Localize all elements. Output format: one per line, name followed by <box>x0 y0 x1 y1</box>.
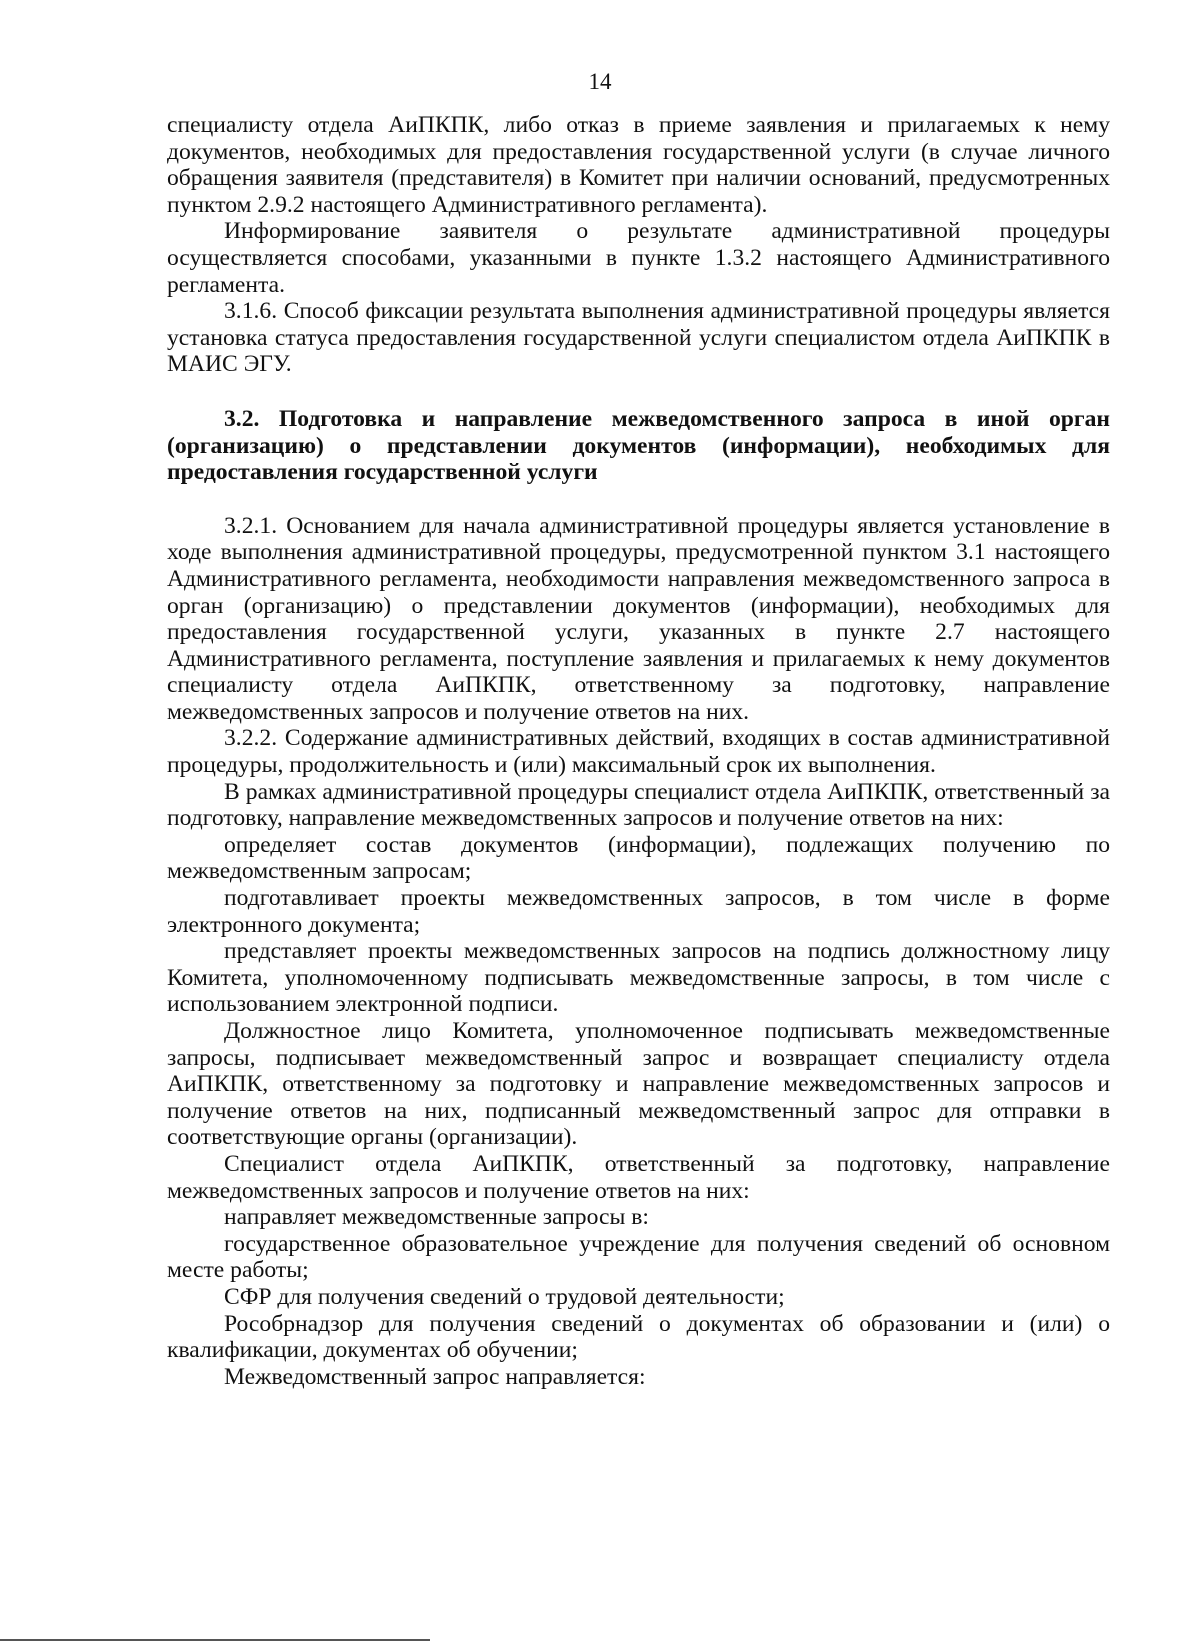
paragraph-request-sent: Межведомственный запрос направляется: <box>224 1363 646 1390</box>
paragraph-prepares: подготавливает проекты межведомственных запросов, в том числе в форме электронного документа; <box>167 885 1110 938</box>
paragraph-3-2-1: 3.2.1. Основанием для начала административной процедуры является установление в ходе выполнения административной процедуры, предусмотренной пунктом 3.1 настоящего Административного регламента, необходимости направления межведомственного запроса в орган (организацию) о представлении документов (информации), необходимых для предоставления государственной услуги, указанных в пункте 2.7 настоящего Административного регламента, поступление заявления и прилагаемых к нему документов специалисту отдела АиПКПК, ответственному за подготовку, направление межведомственных запросов и получение ответов на них. <box>167 512 1110 725</box>
section-heading-3-2: 3.2. Подготовка и направление межведомственного запроса в иной орган (организацию) о представлении документов (информации), необходимых для предоставления государственной услуги <box>167 405 1110 486</box>
paragraph-specialist: Специалист отдела АиПКПК, ответственный за подготовку, направление межведомственных запросов и получение ответов на них: <box>167 1150 1110 1204</box>
paragraph-edu-institution: государственное образовательное учреждение для получения сведений об основном месте работы; <box>167 1230 1110 1284</box>
scan-artifact-line <box>0 1639 430 1641</box>
paragraph-determines: определяет состав документов (информации), подлежащих получению по межведомственным запросам; <box>167 831 1110 885</box>
paragraph-3-1-6: 3.1.6. Способ фиксации результата выполнения административной процедуры является установка статуса предоставления государственной услуги специалистом отдела АиПКПК в МАИС ЭГУ. <box>167 298 1110 378</box>
paragraph-procedure-scope: В рамках административной процедуры специалист отдела АиПКПК, ответственный за подготовку, направление межведомственных запросов и получение ответов на них: <box>167 778 1110 832</box>
document-body <box>167 112 1110 1390</box>
paragraph-sfr: СФР для получения сведений о трудовой деятельности; <box>224 1283 785 1310</box>
paragraph-submits: представляет проекты межведомственных запросов на подпись должностному лицу Комитета, уполномоченному подписывать межведомственные запросы, в том числе с использованием электронной подписи. <box>167 938 1110 1018</box>
paragraph-informing: Информирование заявителя о результате административной процедуры осуществляется способами, указанными в пункте 1.3.2 настоящего Административного регламента. <box>167 218 1110 298</box>
paragraph-rosobrnadzor: Рособрнадзор для получения сведений о документах об образовании и (или) о квалификации, документах об обучении; <box>167 1310 1110 1364</box>
page-number: 14 <box>588 69 612 94</box>
paragraph-3-2-2: 3.2.2. Содержание административных действий, входящих в состав административной процедуры, продолжительность и (или) максимальный срок их выполнения. <box>167 725 1110 779</box>
paragraph-sends-requests: направляет межведомственные запросы в: <box>224 1204 649 1231</box>
paragraph-official-signs: Должностное лицо Комитета, уполномоченное подписывать межведомственные запросы, подписывает межведомственный запрос и возвращает специалисту отдела АиПКПК, ответственному за подготовку и направление межведомственных запросов и получение ответов на них, подписанный межведомственный запрос для отправки в соответствующие органы (организации). <box>167 1018 1110 1151</box>
paragraph-continuation: специалисту отдела АиПКПК, либо отказ в приеме заявления и прилагаемых к нему документов, необходимых для предоставления государственной услуги (в случае личного обращения заявителя (представителя) в Комитет при наличии оснований, предусмотренных пунктом 2.9.2 настоящего Административного регламента). <box>167 112 1110 218</box>
